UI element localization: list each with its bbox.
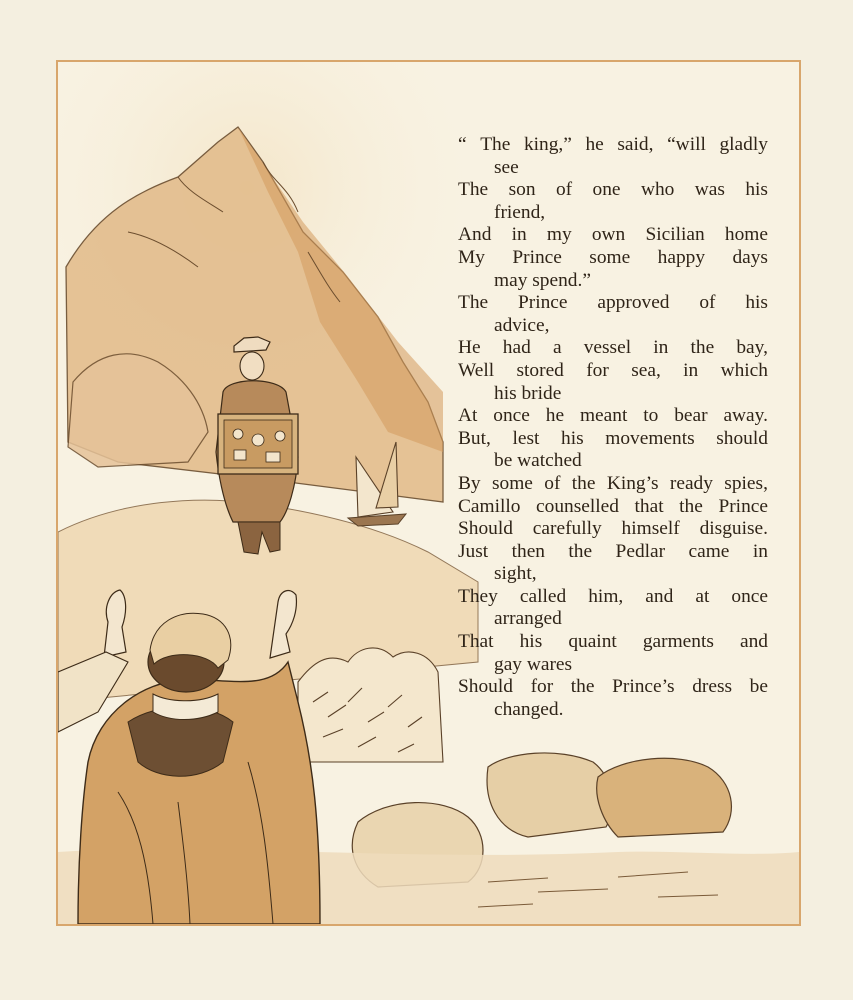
verse-line: gay wares [494,653,573,675]
verse-line: see [494,156,519,178]
verse-line: “ The king,” he said, “will gladly [458,134,768,155]
verse-line: At once he meant to bear away. [458,405,768,427]
verse-line: Camillo counselled that the Prince [458,495,768,517]
verse-line: And in my own Sicilian home [458,224,768,246]
verse-line: sight, [494,563,537,585]
verse-line: By some of the King’s ready spies, [458,472,768,494]
verse-line: They called him, and at once [458,585,768,607]
verse-text [458,134,768,721]
verse-line: be watched [494,450,582,472]
verse-line: My Prince some happy days [458,246,768,268]
boulder-1 [487,753,612,837]
verse-line: The Prince approved of his [458,292,768,314]
verse-line: his bride [494,382,562,404]
verse-line: But, lest his movements should [458,427,768,449]
verse-line: He had a vessel in the bay, [458,337,768,359]
verse-line: Well stored for sea, in which [458,359,768,381]
verse-line: Just then the Pedlar came in [458,540,768,562]
verse-line: changed. [494,698,564,720]
verse-line: friend, [494,201,546,223]
verse-line: Should for the Prince’s dress be [458,676,768,698]
fern-bush [298,648,443,762]
verse-line: may spend.” [494,269,591,291]
verse-line: Should carefully himself disguise. [458,518,768,540]
page-border [56,60,801,926]
verse-line: arranged [494,608,562,630]
sailboat-hull [348,514,406,526]
verse-line: The son of one who was his [458,179,768,201]
boulder-2 [597,758,732,837]
verse-line: That his quaint garments and [458,631,768,653]
verse-line: advice, [494,314,550,336]
